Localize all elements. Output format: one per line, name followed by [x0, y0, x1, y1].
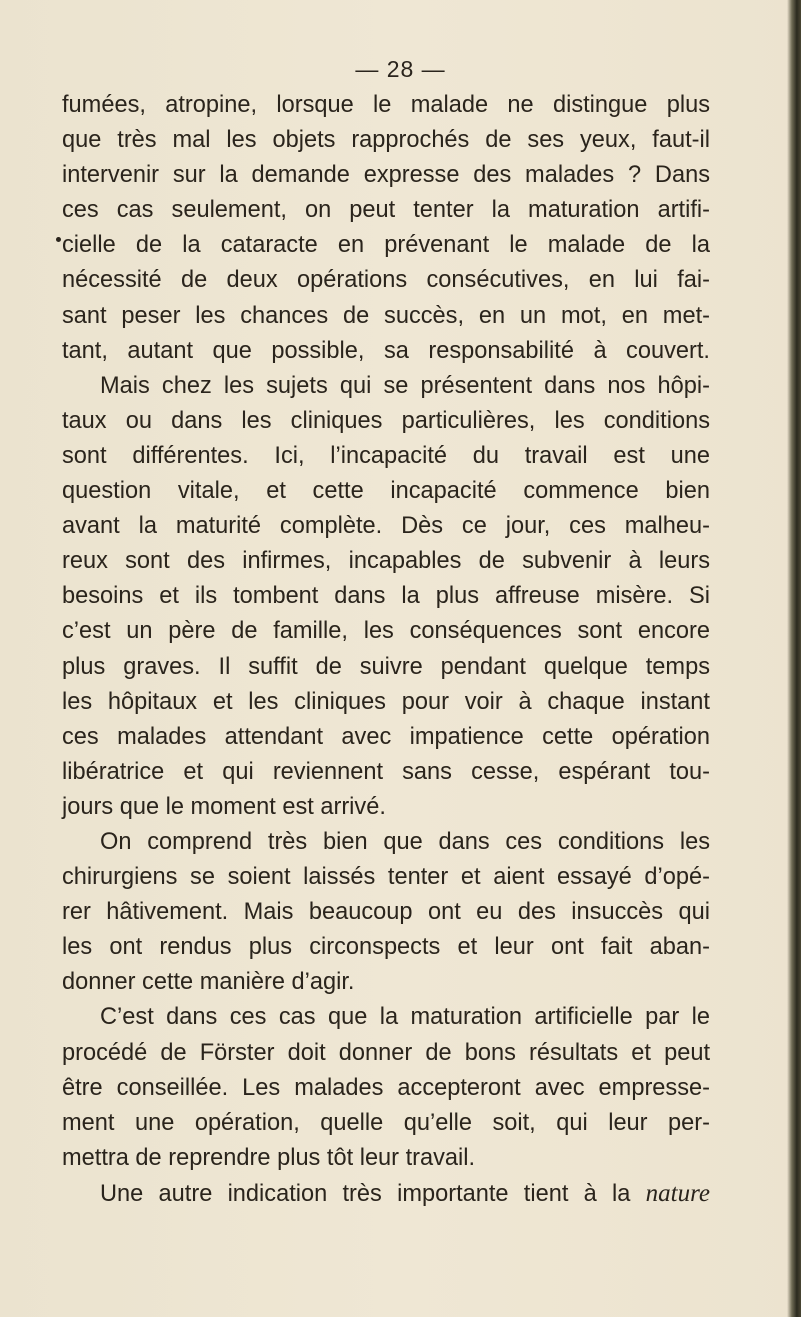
paragraph [62, 1176, 710, 1211]
text-line: intervenir sur la demande expresse des malades ? Dans [62, 162, 710, 189]
text-line: libératrice et qui reviennent sans cesse, espérant tou- [62, 758, 710, 785]
text-line: c’est un père de famille, les conséquences sont encore [62, 618, 710, 645]
text-line: reux sont des infirmes, incapables de subvenir à leurs [62, 548, 710, 575]
text-line: Mais chez les sujets qui se présentent dans nos hôpi- [100, 372, 710, 399]
paragraph [62, 369, 710, 825]
text-line: avant la maturité complète. Dès ce jour, ces malheu- [62, 513, 710, 540]
text-line: que très mal les objets rapprochés de ses yeux, faut-il [62, 127, 710, 154]
text-line: nécessité de deux opérations consécutives, en lui fai- [62, 267, 710, 294]
text-line: rer hâtivement. Mais beaucoup ont eu des insuccès qui [62, 899, 710, 926]
text-line: les hôpitaux et les cliniques pour voir à chaque instant [62, 688, 710, 715]
text-line: sant peser les chances de succès, en un mot, en met- [62, 302, 710, 329]
text-line: donner cette manière d’agir. [62, 969, 355, 996]
text-line [62, 1176, 710, 1211]
paragraph [62, 1000, 710, 1175]
text-line: ces cas seulement, on peut tenter la maturation artifi- [62, 197, 710, 224]
text-line: taux ou dans les cliniques particulières, les conditions [62, 407, 710, 434]
text-line: les ont rendus plus circonspects et leur ont fait aban- [62, 934, 710, 961]
page-text [62, 88, 710, 1211]
text-line: C’est dans ces cas que la maturation artificielle par le [100, 1004, 710, 1031]
text-line: jours que le moment est arrivé. [62, 793, 386, 820]
margin-mark [56, 237, 61, 242]
text-line: chirurgiens se soient laissés tenter et aient essayé d’opé- [62, 864, 710, 891]
text-line: être conseillée. Les malades accepteront avec empresse- [62, 1074, 710, 1101]
text-line: ment une opération, quelle qu’elle soit, qui leur per- [62, 1109, 710, 1136]
text-line: tant, autant que possible, sa responsabilité à couvert. [62, 337, 710, 364]
text-line: plus graves. Il suffit de suivre pendant quelque temps [62, 653, 710, 680]
text-line-body: Une autre indication très importante tient à la [100, 1180, 631, 1207]
text-line: procédé de Förster doit donner de bons résultats et peut [62, 1039, 710, 1066]
text-line: cielle de la cataracte en prévenant le malade de la [62, 232, 710, 259]
text-line: mettra de reprendre plus tôt leur travail. [62, 1144, 476, 1171]
text-line: fumées, atropine, lorsque le malade ne distingue plus [62, 92, 710, 118]
text-line: sont différentes. Ici, l’incapacité du travail est une [62, 442, 710, 469]
text-line: ces malades attendant avec impatience cette opération [62, 723, 710, 750]
page-number: — 28 — [355, 56, 446, 82]
page-edge-shadow [787, 0, 801, 1317]
italic-word: nature [645, 1179, 711, 1207]
text-line: question vitale, et cette incapacité commence bien [62, 478, 710, 505]
text-line: besoins et ils tombent dans la plus affreuse misère. Si [62, 583, 710, 610]
text-line: On comprend très bien que dans ces conditions les [100, 828, 710, 855]
paragraph [62, 88, 710, 369]
paragraph [62, 825, 710, 1000]
